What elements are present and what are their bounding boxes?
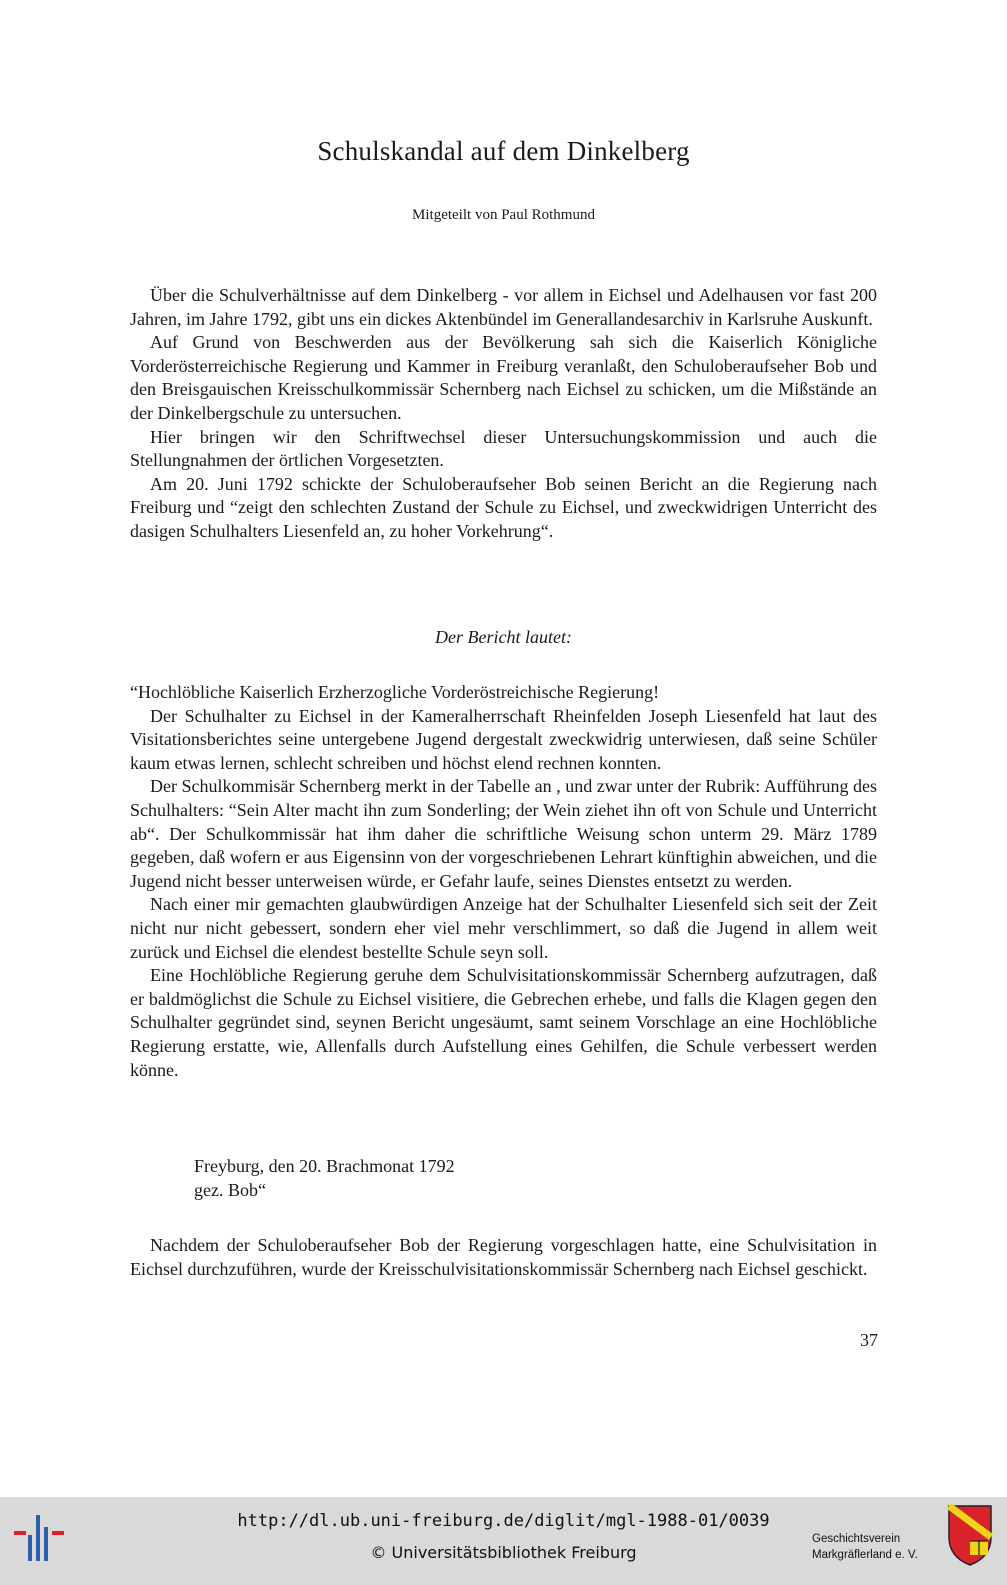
society-name-line: Geschichtsverein xyxy=(812,1533,901,1545)
letter-salutation: “Hochlöbliche Kaiserlich Erzherzogliche Vorderöstreichische Regierung! xyxy=(130,682,660,702)
article-author: Mitgeteilt von Paul Rothmund xyxy=(412,207,595,223)
letter-paragraph: Der Schulhalter zu Eichsel in der Kameralherrschaft Rheinfelden Joseph Liesenfeld hat laut des Visitationsberichtes seine untergebene Jugend dergestalt zweckwidrig unterwiesen, daß seine Schüler kaum etwas lernen, schlecht schreiben und höchst elend rechnen konnten. xyxy=(130,705,877,773)
closing-section xyxy=(130,1234,877,1281)
society-name xyxy=(812,1531,932,1563)
intro-section xyxy=(130,284,877,544)
copyright-notice: © Universitätsbibliothek Freiburg xyxy=(370,1543,637,1562)
viewer-footer xyxy=(0,1497,1007,1585)
society-name-line: Markgräflerland e. V. xyxy=(812,1549,918,1561)
letter-signature: gez. Bob“ xyxy=(194,1179,266,1200)
letter-paragraph: Der Schulkommisär Schernberg merkt in der Tabelle an , und zwar unter der Rubrik: Aufführung des Schulhalters: “Sein Alter macht ihn zum Sonderling; der Wein ziehet ihn oft von Schule und Unterricht ab“. Der Schulkommissär hat ihm daher die schriftliche Weisung schon unterm 29. März 1789 gegeben, daß wofern er aus Eigensinn von der vorgeschriebenen Lehrart künftighin abweichen, und die Jugend nicht besser unterweisen würde, er Gefahr laufe, seines Dienstes entsetzt zu werden. xyxy=(130,776,877,891)
letter-paragraph: Eine Hochlöbliche Regierung geruhe dem Schulvisitationskommissär Schernberg aufzutragen, daß er baldmöglichst die Schule zu Eichsel visitiere, die Gebrechen erhebe, und falls die Klagen gegen den Schulhalter gegründet sind, seynen Bericht ungesäumt, samt seinem Vorschlage an eine Hochlöbliche Regierung erstatte, wie, Allenfalls durch Aufstellung eines Gehilfen, die Schule verbessert werden könne. xyxy=(130,965,877,1080)
intro-paragraph: Hier bringen wir den Schriftwechsel dieser Untersuchungskommission und auch die Stellungnahmen der örtlichen Vorgesetzten. xyxy=(130,426,877,471)
article-title: Schulskandal auf dem Dinkelberg xyxy=(317,136,690,166)
closing-paragraph: Nachdem der Schuloberaufseher Bob der Regierung vorgeschlagen hatte, eine Schulvisitation in Eichsel durchzuführen, wurde der Kreisschulvisitationskommissär Schernberg nach Eichsel geschickt. xyxy=(130,1235,877,1279)
intro-paragraph: Am 20. Juni 1792 schickte der Schuloberaufseher Bob seinen Bericht an die Regierung nach Freiburg und “zeigt den schlechten Zustand der Schule zu Eichsel, und zweckwidrigen Unterricht des dasigen Schulhalters Liesenfeld an, zu hoher Vorkehrung“. xyxy=(130,473,877,541)
letter-paragraph: Nach einer mir gemachten glaubwürdigen Anzeige hat der Schulhalter Liesenfeld sich seit der Zeit nicht nur nicht gebessert, sondern eher viel mehr verschlimmert, so daß die Jugend in allem weit zurück und Eichsel die elendest bestellte Schule seyn soll. xyxy=(130,894,877,962)
page-number: 37 xyxy=(860,1330,878,1350)
letter-section xyxy=(130,681,877,1082)
report-heading: Der Bericht lautet: xyxy=(435,627,572,647)
document-url-link[interactable]: http://dl.ub.uni-freiburg.de/diglit/mgl-1988-01/0039 xyxy=(237,1511,770,1531)
letter-place-date: Freyburg, den 20. Brachmonat 1792 xyxy=(194,1156,455,1176)
intro-paragraph: Über die Schulverhältnisse auf dem Dinkelberg - vor allem in Eichsel und Adelhausen vor fast 200 Jahren, im Jahre 1792, gibt uns ein dickes Aktenbündel im Generallandesarchiv in Karlsruhe Auskunft. xyxy=(130,285,877,329)
letter-signature-block xyxy=(194,1155,455,1202)
intro-paragraph: Auf Grund von Beschwerden aus der Bevölkerung sah sich die Kaiserlich Königliche Vorderösterreichische Regierung und Kammer in Freiburg veranlaßt, den Schuloberaufseher Bob und den Breisgauischen Kreisschulkommissär Schernberg nach Eichsel zu schicken, um die Mißstände an der Dinkelbergschule zu untersuchen. xyxy=(130,332,877,423)
society-crest-icon xyxy=(946,1503,994,1572)
